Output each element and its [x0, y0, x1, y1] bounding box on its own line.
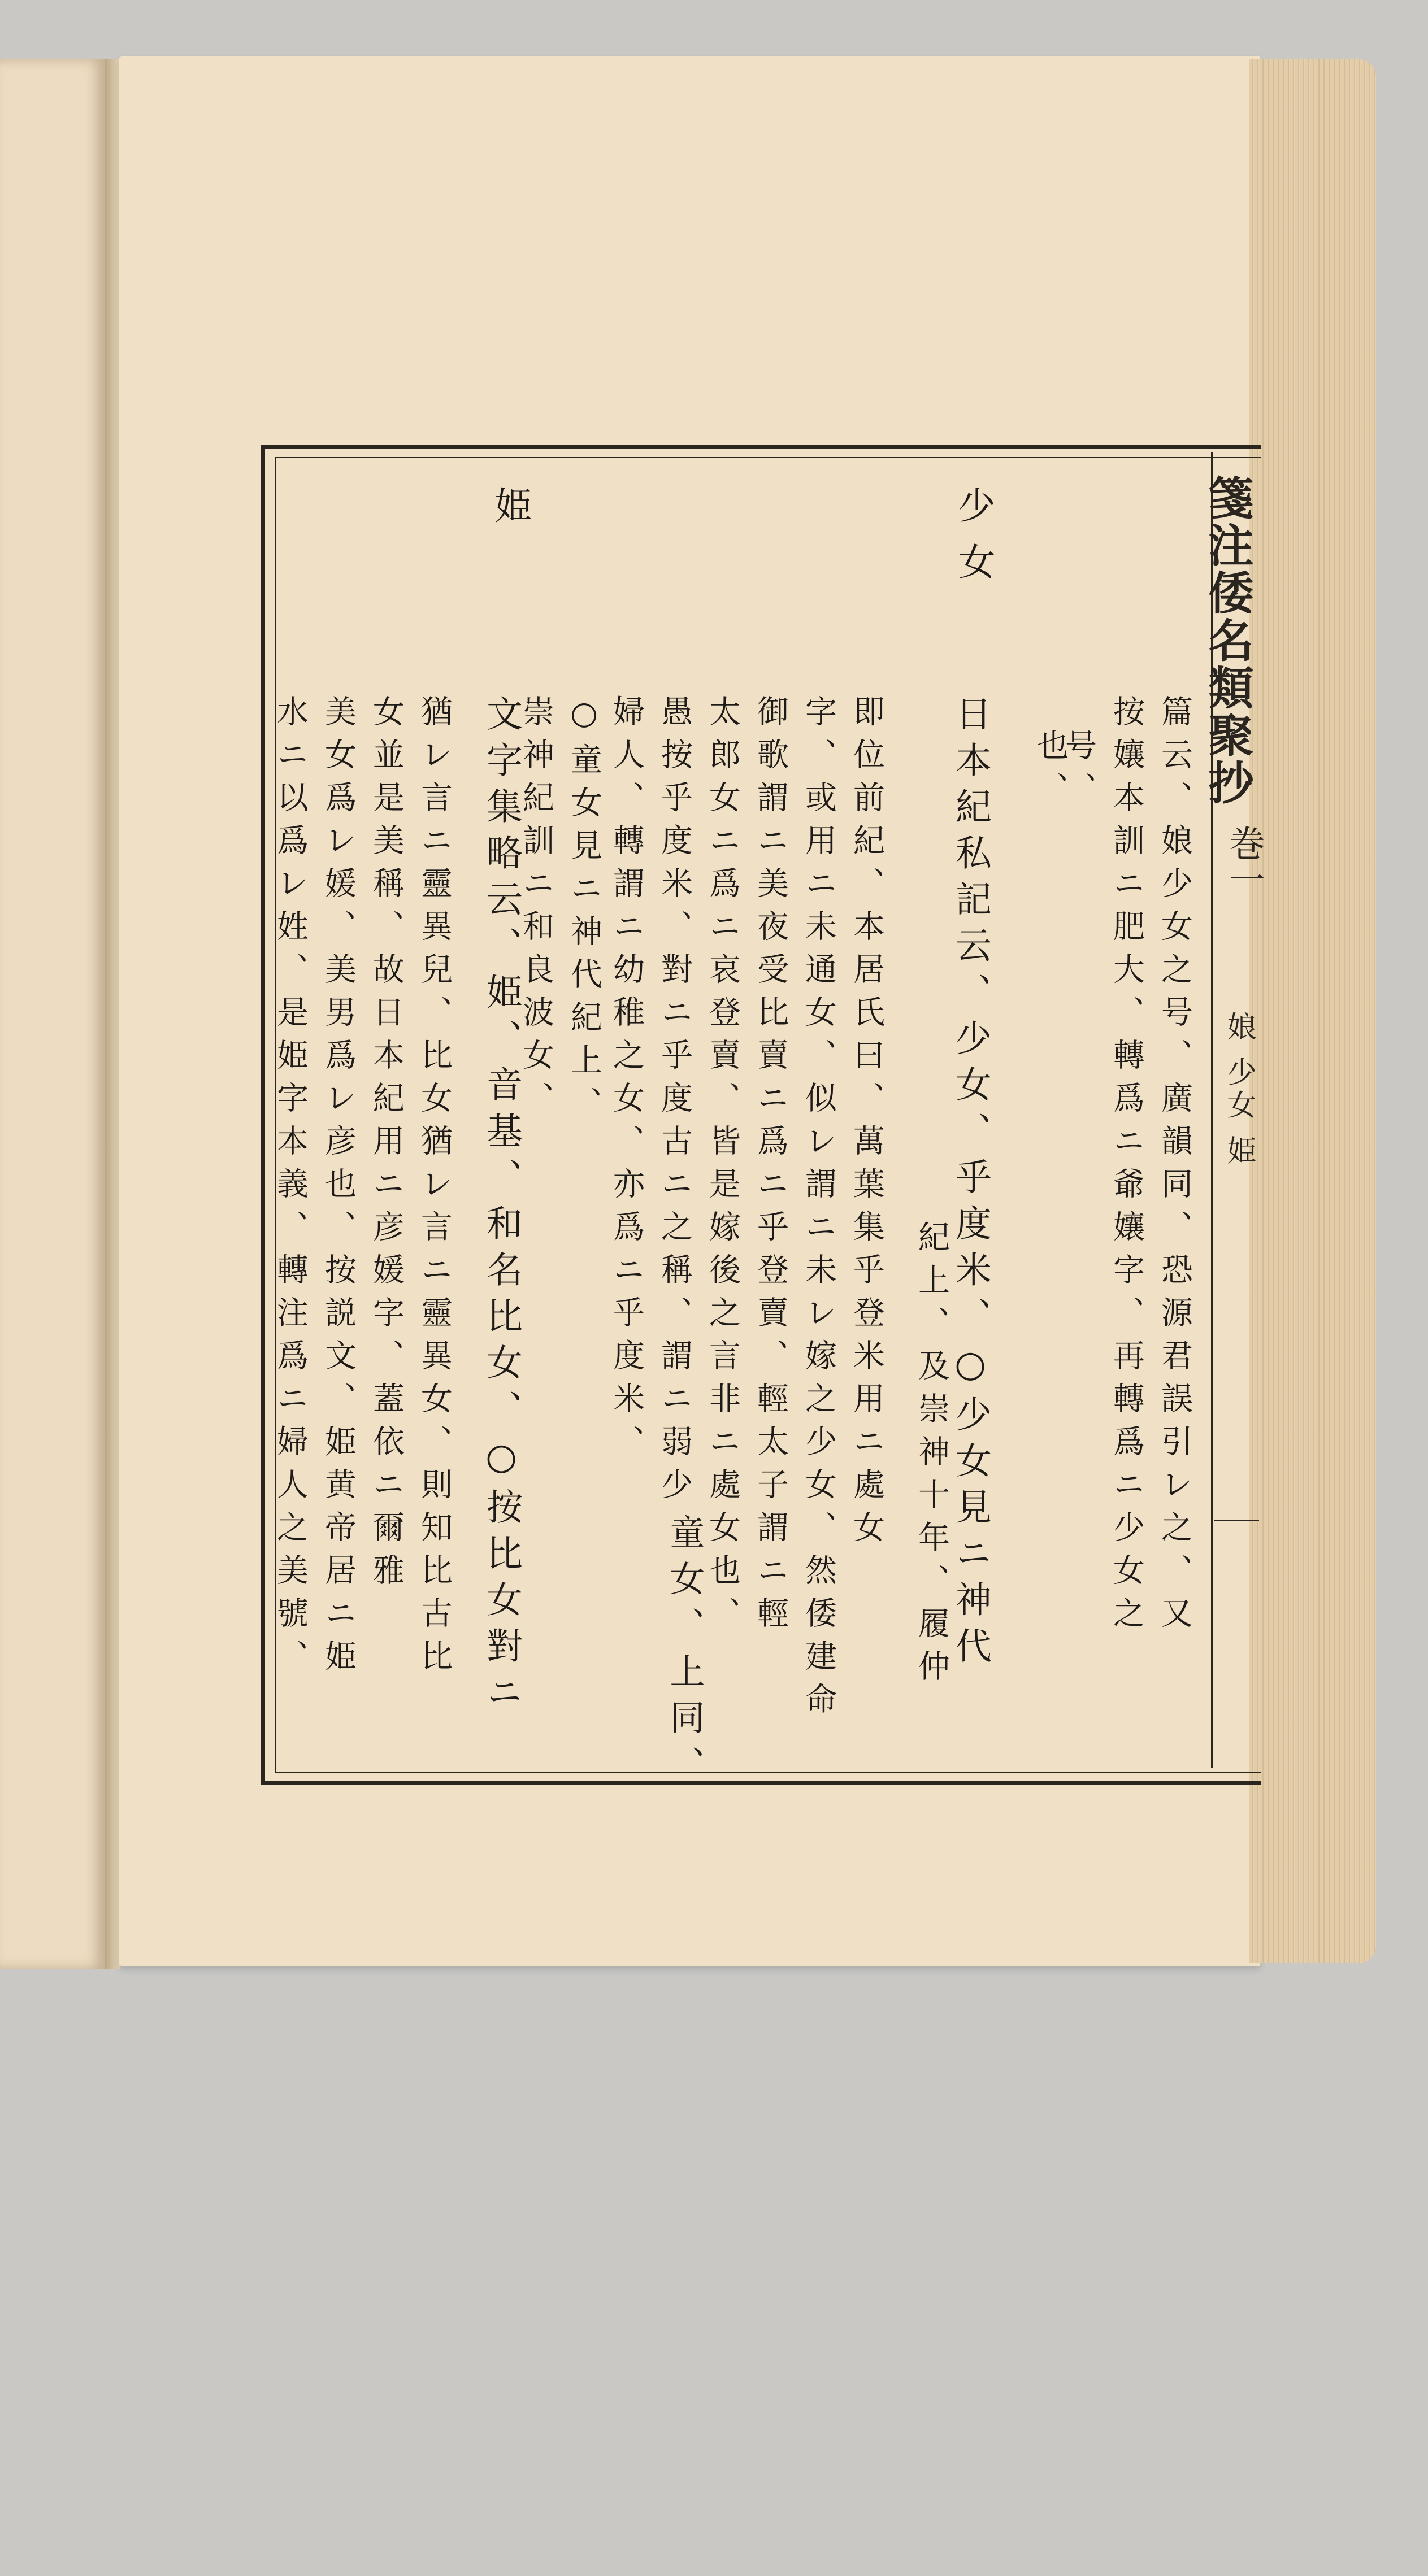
text-column: 御歌謂ニ美夜受比賣ニ爲ニ乎登賣、輕太子謂ニ輕 — [752, 695, 789, 1639]
text-column: 篇云、娘少女之号、廣韻同、恐源君誤引レ之、又 — [1156, 695, 1193, 1639]
heading-shoujo: 少女 — [952, 486, 995, 599]
spine-volume: 巻一 — [1223, 825, 1265, 897]
text-column: 号、 — [1060, 729, 1097, 815]
text-column: 文字集略云、姫、音基、和名比女、○按比女對ニ — [480, 695, 522, 1720]
text-column: 美女爲レ媛、美男爲レ彦也、按説文、姫黄帝居ニ姫 — [320, 695, 357, 1682]
text-column: 也、 — [1032, 729, 1069, 815]
text-column: 婦人、轉謂ニ幼稚之女、亦爲ニ乎度米、 — [608, 695, 645, 1468]
text-column: 女並是美稱、故日本紀用ニ彦媛字、蓋依ニ爾雅 — [368, 695, 405, 1596]
text-column: 日本紀私記云、少女、乎度米、○少女見ニ神代 — [949, 695, 991, 1673]
spine-rule — [1214, 1520, 1259, 1521]
heading-hime: 姫 — [488, 486, 532, 542]
text-column: 紀上、及崇神十年、履仲 — [913, 1220, 950, 1692]
text-column: 崇神紀訓ニ和良波女、 — [518, 695, 554, 1124]
left-page — [0, 59, 108, 1969]
text-column: 水ニ以爲レ姓、是姫字本義、轉注爲ニ婦人之美號、 — [272, 695, 309, 1682]
page-edges — [1249, 59, 1376, 1963]
text-column: ○童女見ニ神代紀上、 — [566, 695, 602, 1129]
spine-title: 箋注倭名類聚抄 — [1201, 475, 1254, 807]
text-column: 愚按乎度米、對ニ乎度古ニ之稱、謂ニ弱少 — [656, 695, 693, 1511]
text-column: 童女、上同、 — [664, 1514, 705, 1792]
text-column: 按孃本訓ニ肥大、轉爲ニ爺孃字、再轉爲ニ少女之 — [1108, 695, 1145, 1639]
text-column: 即位前紀、本居氏曰、萬葉集乎登米用ニ處女 — [848, 695, 885, 1554]
book-gutter — [105, 59, 120, 1969]
text-column: 字、或用ニ未通女、似レ謂ニ未レ嫁之少女、然倭建命 — [800, 695, 837, 1725]
text-column: 猶レ言ニ靈異兒、比女猶レ言ニ靈異女、則知比古比 — [416, 695, 453, 1682]
spine-headings: 娘 少女 姫 — [1222, 1011, 1256, 1168]
text-column: 太郎女ニ爲ニ哀登賣、皆是嫁後之言非ニ處女也、 — [704, 695, 741, 1639]
